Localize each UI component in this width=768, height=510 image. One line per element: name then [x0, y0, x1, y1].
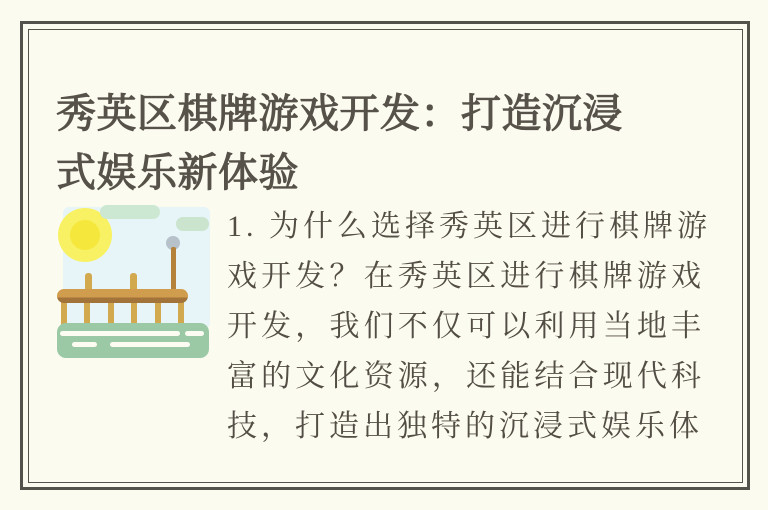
- sun-core-icon: [70, 220, 100, 250]
- water-surface: [57, 323, 209, 358]
- wave-line: [110, 342, 190, 347]
- wave-line: [60, 331, 180, 336]
- wave-line: [185, 331, 204, 336]
- cloud-icon: [100, 205, 160, 219]
- article-illustration: [57, 205, 210, 360]
- body-text-line: 富的文化资源，还能结合现代科: [227, 360, 705, 393]
- body-text-line: 开发，我们不仅可以利用当地丰: [227, 310, 705, 343]
- cloud-icon: [176, 217, 209, 231]
- body-text-line: 技，打造出独特的沉浸式娱乐体: [227, 410, 703, 443]
- body-text-line: 戏开发？在秀英区进行棋牌游戏: [227, 260, 705, 293]
- wave-line: [72, 342, 97, 347]
- article-body: [227, 202, 711, 452]
- article-title: 秀英区棋牌游戏开发：打造沉浸式娱乐新体验: [56, 91, 623, 195]
- lamp-post: [171, 247, 176, 293]
- body-text-line: 1. 为什么选择秀英区进行棋牌游: [227, 210, 711, 243]
- pier-plank: [57, 289, 188, 303]
